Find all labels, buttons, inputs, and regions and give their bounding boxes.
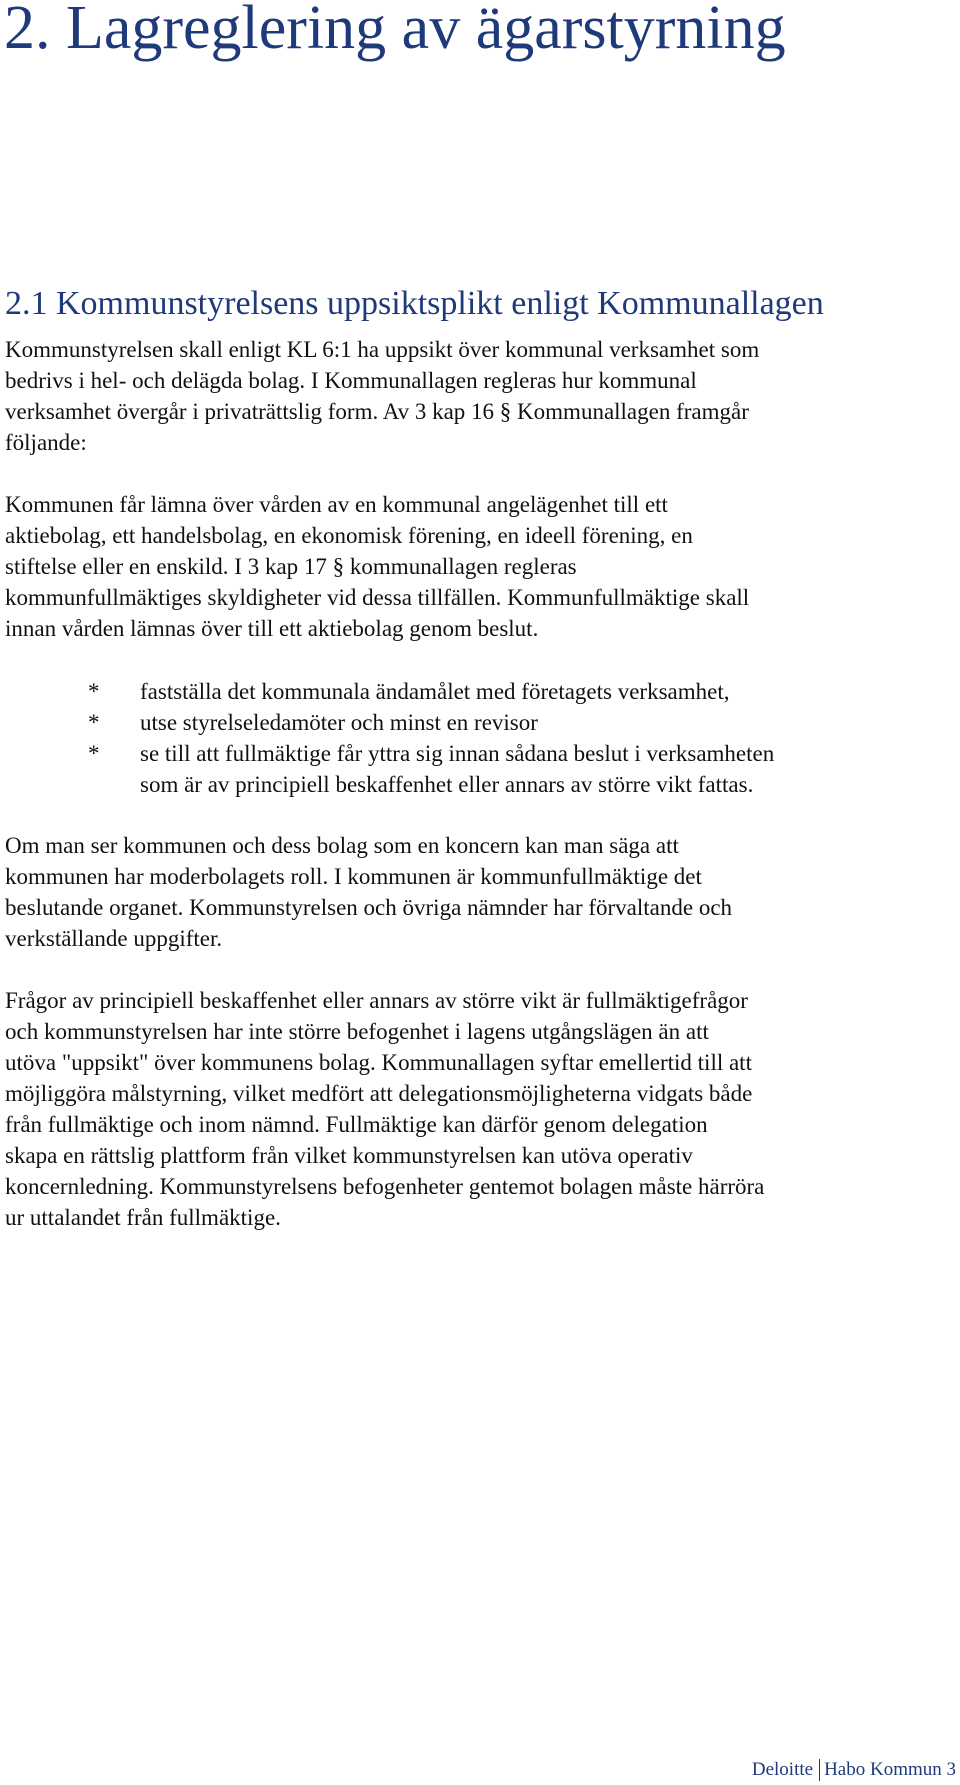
text-line: bedrivs i hel- och delägda bolag. I Kommunallagen regleras hur kommunal [5, 368, 697, 393]
page-title: 2. Lagreglering av ägarstyrning [4, 0, 786, 62]
text-line: kommunfullmäktiges skyldigheter vid dessa tillfällen. Kommunfullmäktige skall [5, 585, 750, 610]
bullet-marker: * [88, 741, 100, 766]
text-line: skapa en rättslig plattform från vilket kommunstyrelsen kan utöva operativ [5, 1143, 693, 1168]
footer-company: Deloitte [751, 1759, 814, 1780]
text-line: aktiebolag, ett handelsbolag, en ekonomisk förening, en ideell förening, en [5, 523, 693, 548]
text-line: verkställande uppgifter. [5, 926, 223, 951]
list-item-text: som är av principiell beskaffenhet eller annars av större vikt fattas. [140, 772, 754, 797]
list-item [0, 738, 960, 800]
text-line: verksamhet övergår i privaträttslig form. Av 3 kap 16 § Kommunallagen framgår [5, 399, 749, 424]
bullet-list [0, 676, 960, 800]
paragraph-fullmaktigefragor [5, 985, 955, 1233]
list-item-text: se till att fullmäktige får yttra sig innan sådana beslut i verksamheten [140, 741, 775, 766]
text-line: Om man ser kommunen och dess bolag som en koncern kan man säga att [5, 833, 679, 858]
text-line: beslutande organet. Kommunstyrelsen och övriga nämnder har förvaltande och [5, 895, 733, 920]
text-line: stiftelse eller en enskild. I 3 kap 17 § kommunallagen regleras [5, 554, 577, 579]
paragraph-uppsiktsplikt [5, 334, 955, 458]
text-line: från fullmäktige och inom nämnd. Fullmäktige kan därför genom delegation [5, 1112, 708, 1137]
text-line: Kommunstyrelsen skall enligt KL 6:1 ha uppsikt över kommunal verksamhet som [5, 337, 760, 362]
section-heading: 2.1 Kommunstyrelsens uppsiktsplikt enligt Kommunallagen [5, 285, 824, 322]
list-item-text: utse styrelseledamöter och minst en revisor [140, 710, 538, 735]
text-line: utöva "uppsikt" över kommunens bolag. Kommunallagen syftar emellertid till att [5, 1050, 752, 1075]
text-line: Frågor av principiell beskaffenhet eller annars av större vikt är fullmäktigefrågor [5, 988, 748, 1013]
text-line: koncernledning. Kommunstyrelsens befogenheter gentemot bolagen måste härröra [5, 1174, 765, 1199]
footer-divider [819, 1759, 820, 1781]
list-item [0, 707, 960, 738]
text-line: följande: [5, 430, 87, 455]
text-line: innan vården lämnas över till ett aktiebolag genom beslut. [5, 616, 539, 641]
text-line: och kommunstyrelsen har inte större befogenhet i lagens utgångslägen än att [5, 1019, 709, 1044]
text-line: möjliggöra målstyrning, vilket medfört att delegationsmöjligheterna vidgats både [5, 1081, 753, 1106]
footer-client: Habo Kommun [824, 1759, 942, 1780]
page-number: 3 [946, 1759, 956, 1780]
text-line: ur uttalandet från fullmäktige. [5, 1205, 281, 1230]
text-line: Kommunen får lämna över vården av en kommunal angelägenhet till ett [5, 492, 668, 517]
bullet-marker: * [88, 710, 100, 735]
paragraph-koncern [5, 830, 955, 954]
list-item [0, 676, 960, 707]
bullet-marker: * [88, 679, 100, 704]
list-item-text: fastställa det kommunala ändamålet med företagets verksamhet, [140, 679, 730, 704]
paragraph-vardens-overlamning [5, 489, 955, 644]
text-line: kommunen har moderbolagets roll. I kommunen är kommunfullmäktige det [5, 864, 702, 889]
page-footer [752, 1759, 956, 1781]
